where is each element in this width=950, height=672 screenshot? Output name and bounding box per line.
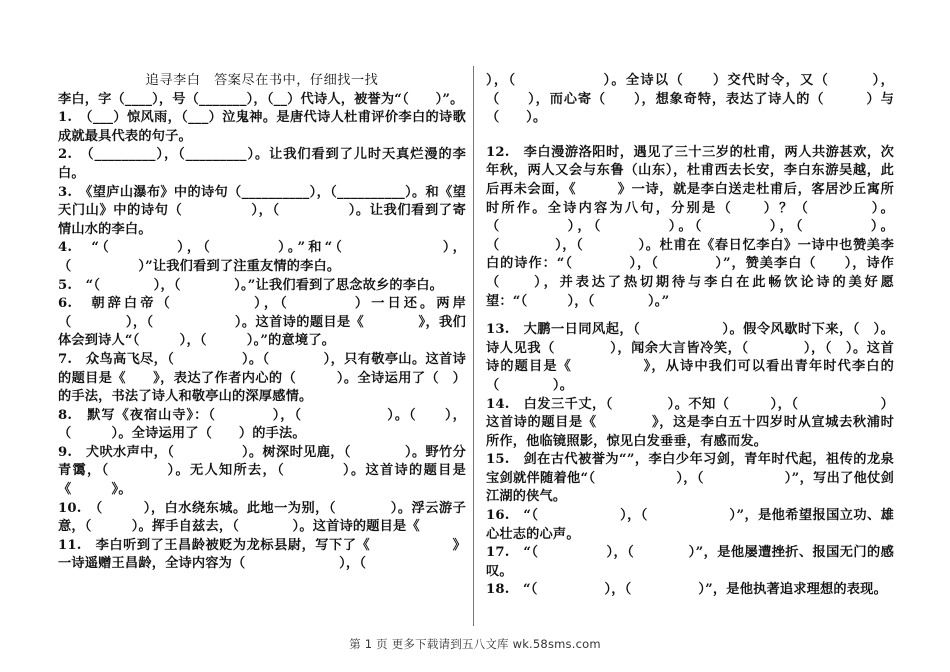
question-number: 18. — [486, 582, 510, 598]
question-number: 7. — [58, 351, 73, 367]
continuation-text: ），（ ）。全诗以（ ）交代时令，又（ ），（ ），而心寄（ ），想象奇特，表达了诗人的（ ）与（ ）。 — [486, 73, 894, 126]
question-text: 李白漫游洛阳时，遇见了三十三岁的杜甫，两人共游甚欢，次年秋，两人又会与东鲁（山东），杜甫西去长安，李白东游吴越，此后再未会面，《 》一诗，就是李白送走杜甫后，客居沙丘寓所时所作。全诗内容为八句，分别是（ ）？（ ）。（ ），（ ）。（ ），（ ）。（ ），（ ）。杜甫在《春日忆李白》一诗中也赞美李白的诗作：“（ ），（ ）”，赞美李白（ ），诗作（ ），并表达了热切期待与李白在此畅饮论诗的美好愿望：“（ ），（ ）。” — [486, 144, 894, 309]
question-text: 犬吠水声中，（ ）。树深时见鹿，（ ）。野竹分青霭，（ ）。无人知所去，（ ）。这首诗的题目是《 》。 — [58, 444, 466, 498]
question-text: 剑在古代被誉为“”，李白少年习剑，青年时代起，祖传的龙泉宝剑就伴随着他“（ ），（ ）”，写出了他仗剑江湖的侠气。 — [486, 452, 894, 505]
question-item — [58, 295, 466, 351]
question-number: 13. — [486, 322, 510, 338]
question-item — [58, 500, 466, 537]
right-column — [486, 72, 894, 600]
question-number: 6. — [58, 296, 73, 312]
column-divider — [473, 66, 474, 626]
question-number: 5. — [58, 277, 73, 293]
question-number: 9. — [58, 444, 73, 460]
page-footer: 第 1 页 更多下载请到五八文库 wk.58sms.com — [349, 637, 601, 651]
question-number: 3. — [58, 184, 73, 200]
question-text: 众鸟高飞尽，（ ）。（ ），只有敬亭山。这首诗的题目是《 》，表达了作者内心的（ ）。全诗运用了（ ）的手法，书法了诗人和敬亭山的深厚感情。 — [58, 351, 466, 405]
question-item — [486, 451, 894, 507]
question-text: 默写《夜宿山寺》：（ ），（ ）。（ ），（ ）。全诗运用了（ ）的手法。 — [58, 407, 466, 442]
question-text: 白发三千丈，（ ）。不知（ ），（ ）这首诗的题目是《 》，这是李白五十四岁时从宣城去秋浦时所作，他临镜照影，惊见白发垂垂，有感而发。 — [486, 396, 895, 449]
question-number: 17. — [486, 545, 510, 561]
question-item — [58, 109, 466, 146]
right-question-list — [486, 144, 894, 600]
question-item — [58, 184, 466, 240]
question-text: “（ ），（ ）”，是他执著追求理想的表现。 — [522, 582, 887, 598]
question-text: “（ ），（ ）。”和“（ ），（ ）”让我们看到了注重友情的李白。 — [58, 240, 466, 274]
question-number: 15. — [486, 452, 510, 468]
question-number: 1. — [58, 110, 73, 126]
question-item — [58, 146, 466, 183]
question-item — [486, 581, 894, 600]
question-item — [486, 321, 894, 395]
question-number: 8. — [58, 407, 73, 423]
question-text: 朝辞白帝（ ），（ ）一日还。两岸（ ），（ ）。这首诗的题目是《 》，我们体会到诗人“（ ），（ ）。”的意境了。 — [58, 296, 466, 349]
question-number: 2. — [58, 147, 73, 163]
question-item — [58, 351, 466, 407]
question-number: 11. — [58, 537, 82, 553]
question-text: （ ），白水绕东城。此地一为别，（ ）。浮云游子意，（ ）。挥手自兹去，（ ）。这首诗的题目是《 — [58, 500, 467, 535]
question-number: 14. — [486, 396, 510, 412]
question-text: 大鹏一日同风起，（ ）。假令风歇时下来，（ ）。诗人见我（ ），闻余大言皆冷笑，（ ），（ ）。这首诗的题目是《 》，从诗中我们可以看出青年时代李白的（ ）。 — [486, 322, 895, 393]
question-text: （___）惊风雨，（___）泣鬼神。是唐代诗人杜甫评价李白的诗歌成就最具代表的句子。 — [58, 110, 466, 144]
question-number: 12. — [486, 144, 510, 160]
question-item — [58, 444, 466, 500]
question-item — [486, 507, 894, 544]
question-number: 16. — [486, 508, 510, 524]
question-text: “（ ），（ ）”，是他希望报国立功、雄心壮志的心声。 — [486, 508, 894, 542]
question-item — [58, 239, 466, 276]
question-text: （_________），（_________）。让我们看到了儿时天真烂漫的李白。 — [58, 147, 467, 181]
left-question-list — [58, 109, 466, 574]
question-item — [58, 277, 466, 296]
question-item — [58, 407, 466, 444]
question-number: 4. — [58, 240, 73, 256]
question-text: 《望庐山瀑布》中的诗句（__________），（__________）。和《望天门山》中的诗句（ ），（ ）。让我们看到了寄情山水的李白。 — [58, 184, 466, 237]
intro-question: 李白，字（____），号（_______），（__）代诗人，被誉为“（ ）”。 — [58, 91, 464, 107]
spacer — [486, 128, 894, 136]
spacer — [486, 136, 894, 144]
question-text: “（ ），（ ）”，是他屡遭挫折、报国无门的感叹。 — [486, 545, 894, 579]
question-item — [486, 396, 894, 452]
left-column — [58, 72, 466, 574]
question-item — [486, 144, 894, 311]
question-item — [486, 544, 894, 581]
question-number: 10. — [58, 500, 82, 516]
question-text: 李白听到了王昌龄被贬为龙标县尉，写下了《 》一诗遥赠王昌龄，全诗内容为（ ），（ — [58, 537, 466, 572]
question-text: “（ ），（ ）。”让我们看到了思念故乡的李白。 — [85, 277, 443, 293]
page-title: 追寻李白 答案尽在书中，仔细找一找 — [145, 73, 379, 88]
question-item — [58, 537, 466, 574]
